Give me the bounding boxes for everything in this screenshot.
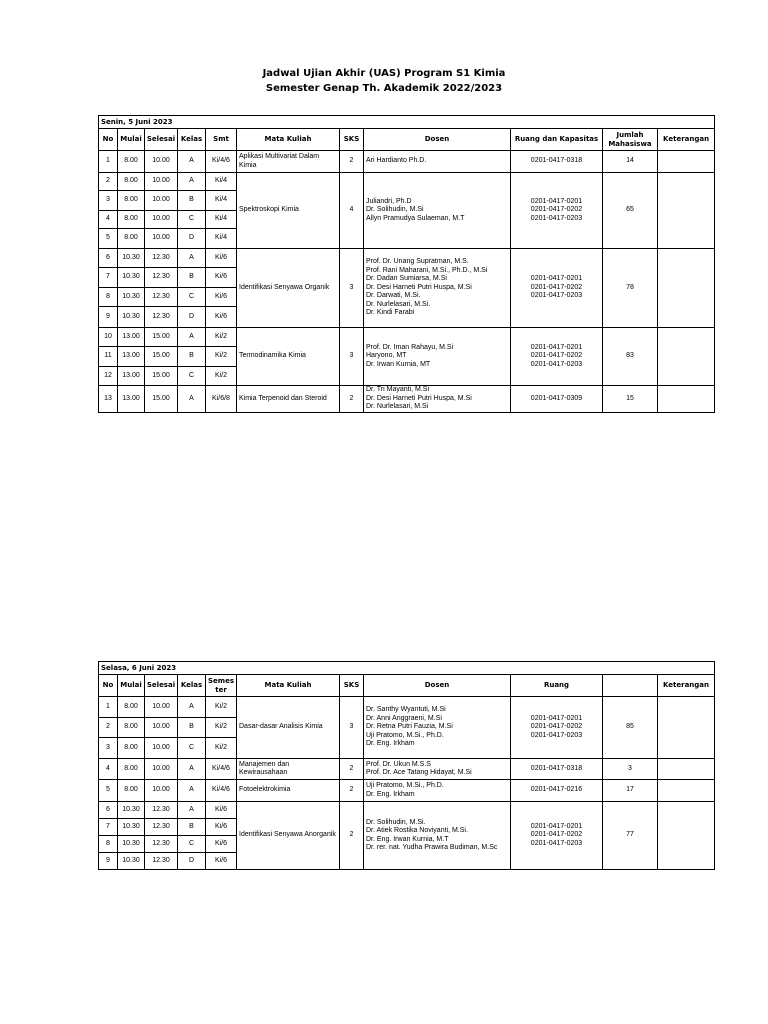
row-no: 5 [99, 780, 118, 802]
header-ruang: Ruang dan Kapasitas [511, 129, 603, 151]
row-selesai: 10.00 [145, 191, 178, 211]
table-row [99, 697, 715, 718]
header-kelas: Kelas [178, 129, 206, 151]
row-selesai: 12.30 [145, 307, 178, 328]
lecturer-name: Dr. Nurlelasari, M.Si. [366, 300, 431, 308]
row-mulai: 10.30 [118, 836, 145, 853]
row-kelas: B [178, 191, 206, 211]
row-no: 1 [99, 151, 118, 173]
header-keterangan: Keterangan [658, 675, 715, 697]
row-no: 6 [99, 249, 118, 268]
row-mulai: 10.30 [118, 307, 145, 328]
room-code: 0201-0417-0202 [530, 352, 583, 360]
table-row [99, 328, 715, 347]
course-student-count: 77 [603, 802, 658, 870]
course-rooms [511, 386, 603, 413]
table-row [99, 802, 715, 819]
row-kelas: A [178, 802, 206, 819]
row-selesai: 12.30 [145, 819, 178, 836]
header-no: No [99, 129, 118, 151]
header-selesai: Selesai [145, 129, 178, 151]
lecturer-name: Dr. Anni Anggraeni, M.Si [366, 714, 442, 722]
room-code: 0201-0417-0318 [530, 764, 583, 772]
row-selesai: 15.00 [145, 367, 178, 386]
row-selesai: 12.30 [145, 836, 178, 853]
row-no: 11 [99, 347, 118, 367]
row-mulai: 10.30 [118, 853, 145, 870]
row-semester: Ki/6 [206, 288, 237, 307]
row-semester: Ki/6 [206, 249, 237, 268]
course-student-count: 65 [603, 173, 658, 249]
lecturer-name: Dr. Nurlelasari, M.Si [366, 403, 429, 410]
header-jumlah [603, 675, 658, 697]
row-kelas: D [178, 229, 206, 249]
row-selesai: 15.00 [145, 347, 178, 367]
course-name-text: Manajemen dan Kewirausahaan [239, 760, 290, 776]
course-name-text: Spektroskopi Kimia [239, 206, 299, 214]
header-row [99, 129, 715, 151]
lecturer-name: Prof. Dr. Iman Rahayu, M.Si [366, 343, 454, 351]
row-kelas: C [178, 836, 206, 853]
lecturer-name: Dr. Darwati, M.Si. [366, 292, 421, 300]
row-mulai: 10.30 [118, 802, 145, 819]
row-semester: Ki/2 [206, 697, 237, 718]
row-selesai: 12.30 [145, 853, 178, 870]
row-semester: Ki/4 [206, 211, 237, 229]
course-student-count: 14 [603, 151, 658, 173]
room-code: 0201-0417-0202 [530, 723, 583, 731]
row-semester: Ki/2 [206, 347, 237, 367]
lecturer-name: Prof. Dr. Unang Supratman, M.S. [366, 258, 469, 266]
course-name [237, 173, 340, 249]
row-semester: Ki/6 [206, 307, 237, 328]
course-rooms [511, 759, 603, 780]
row-mulai: 13.00 [118, 347, 145, 367]
lecturer-name: Dr. Retna Putri Fauzia, M.Si [366, 723, 453, 731]
row-semester: Ki/4 [206, 173, 237, 191]
room-code: 0201-0417-0201 [530, 822, 583, 830]
course-student-count: 78 [603, 249, 658, 328]
row-no: 9 [99, 853, 118, 870]
course-notes [658, 780, 715, 802]
lecturer-name: Juliandri, Ph.D [366, 197, 412, 205]
row-kelas: A [178, 780, 206, 802]
room-code: 0201-0417-0201 [530, 197, 583, 205]
room-code: 0201-0417-0216 [530, 786, 583, 794]
room-code: 0201-0417-0203 [530, 360, 583, 368]
course-sks: 2 [340, 759, 364, 780]
lecturer-name: Dr. Eng. Irkham [366, 740, 415, 748]
row-selesai: 12.30 [145, 288, 178, 307]
row-kelas: C [178, 288, 206, 307]
row-semester: Ki/4/6 [206, 780, 237, 802]
row-mulai: 10.30 [118, 268, 145, 288]
room-code: 0201-0417-0309 [530, 394, 583, 402]
row-kelas: D [178, 307, 206, 328]
row-selesai: 15.00 [145, 386, 178, 413]
header-ruang: Ruang [511, 675, 603, 697]
course-rooms [511, 802, 603, 870]
row-mulai: 10.30 [118, 819, 145, 836]
row-selesai: 10.00 [145, 173, 178, 191]
course-name-text: Termodinamika Kimia [239, 352, 306, 360]
course-name-text: Dasar-dasar Analisis Kimia [239, 723, 323, 731]
course-sks: 2 [340, 386, 364, 413]
course-rooms [511, 151, 603, 173]
row-no: 2 [99, 718, 118, 738]
room-code: 0201-0417-0203 [530, 214, 583, 222]
course-name-text: Fotoelektrokimia [239, 786, 291, 794]
title-line-1: Jadwal Ujian Akhir (UAS) Program S1 Kimia [262, 68, 506, 79]
room-code: 0201-0417-0201 [530, 343, 583, 351]
row-no: 6 [99, 802, 118, 819]
course-sks: 2 [340, 151, 364, 173]
course-name [237, 780, 340, 802]
course-lecturers [364, 780, 511, 802]
course-sks: 3 [340, 697, 364, 759]
course-lecturers [364, 759, 511, 780]
row-kelas: C [178, 211, 206, 229]
course-lecturers [364, 249, 511, 328]
row-mulai: 10.30 [118, 288, 145, 307]
row-semester: Ki/6 [206, 802, 237, 819]
course-notes [658, 386, 715, 413]
row-kelas: A [178, 386, 206, 413]
row-semester: Ki/6 [206, 853, 237, 870]
row-kelas: A [178, 249, 206, 268]
row-selesai: 10.00 [145, 211, 178, 229]
row-mulai: 8.00 [118, 718, 145, 738]
row-semester: Ki/6 [206, 836, 237, 853]
course-rooms [511, 173, 603, 249]
row-kelas: B [178, 347, 206, 367]
row-selesai: 10.00 [145, 229, 178, 249]
lecturer-name: Dr. Atiek Rostika Noviyanti, M.Si. [366, 827, 468, 834]
course-rooms [511, 697, 603, 759]
lecturer-name: Dr. Dadan Sumiarsa, M.Si [366, 275, 447, 283]
course-notes [658, 328, 715, 386]
header-keterangan: Keterangan [658, 129, 715, 151]
lecturer-name: Prof. Dr. Ace Tatang Hidayat, M.Si [366, 769, 472, 776]
row-no: 3 [99, 738, 118, 759]
row-no: 10 [99, 328, 118, 347]
table-row [99, 249, 715, 268]
course-sks: 4 [340, 173, 364, 249]
lecturer-name: Uji Pratomo, M.Si., Ph.D. [366, 731, 444, 739]
room-code: 0201-0417-0202 [530, 831, 583, 839]
row-no: 8 [99, 836, 118, 853]
course-name-text: Aplikasi Multivariat Dalam Kimia [239, 153, 320, 169]
header-kelas: Kelas [178, 675, 206, 697]
course-name [237, 328, 340, 386]
row-semester: Ki/2 [206, 367, 237, 386]
row-semester: Ki/2 [206, 718, 237, 738]
room-code: 0201-0417-0201 [530, 275, 583, 283]
header-mulai: Mulai [118, 129, 145, 151]
header-semester: Semester [206, 675, 237, 697]
row-selesai: 12.30 [145, 802, 178, 819]
course-notes [658, 697, 715, 759]
row-mulai: 8.00 [118, 191, 145, 211]
lecturer-name: Dr. rer. nat. Yudha Prawira Budiman, M.Sc [366, 844, 498, 851]
lecturer-name: Prof. Dr. Ukun M.S.S [366, 760, 431, 768]
row-selesai: 10.00 [145, 738, 178, 759]
row-no: 7 [99, 819, 118, 836]
row-mulai: 8.00 [118, 151, 145, 173]
course-sks: 3 [340, 249, 364, 328]
course-name [237, 249, 340, 328]
row-selesai: 12.30 [145, 249, 178, 268]
row-no: 13 [99, 386, 118, 413]
course-sks: 2 [340, 802, 364, 870]
lecturer-name: Dr. Tri Mayanti, M.Si [366, 386, 430, 393]
course-student-count: 83 [603, 328, 658, 386]
header-sks: SKS [340, 129, 364, 151]
course-rooms [511, 328, 603, 386]
row-no: 8 [99, 288, 118, 307]
lecturer-name: Dr. Kindi Farabi [366, 309, 415, 317]
row-no: 9 [99, 307, 118, 328]
header-sks: SKS [340, 675, 364, 697]
row-no: 7 [99, 268, 118, 288]
course-notes [658, 802, 715, 870]
course-lecturers [364, 151, 511, 173]
course-sks: 2 [340, 780, 364, 802]
course-name [237, 151, 340, 173]
course-notes [658, 151, 715, 173]
row-semester: Ki/4 [206, 191, 237, 211]
row-selesai: 10.00 [145, 151, 178, 173]
course-rooms [511, 249, 603, 328]
course-name [237, 759, 340, 780]
schedule-table-monday [98, 115, 715, 413]
header-mulai: Mulai [118, 675, 145, 697]
course-notes [658, 759, 715, 780]
row-mulai: 13.00 [118, 328, 145, 347]
row-kelas: A [178, 173, 206, 191]
schedule-table-tuesday [98, 661, 715, 870]
row-no: 3 [99, 191, 118, 211]
course-lecturers [364, 386, 511, 413]
lecturer-name: Dr. Santhy Wyantuti, M.Si [366, 706, 446, 714]
header-selesai: Selesai [145, 675, 178, 697]
row-no: 5 [99, 229, 118, 249]
row-selesai: 15.00 [145, 328, 178, 347]
row-no: 4 [99, 759, 118, 780]
lecturer-name: Dr. Desi Harneti Putri Huspa, M.Si [366, 394, 472, 402]
table-row [99, 780, 715, 802]
row-mulai: 8.00 [118, 697, 145, 718]
room-code: 0201-0417-0202 [530, 283, 583, 291]
lecturer-name: Dr. Eng. Irkham [366, 790, 415, 798]
row-kelas: B [178, 819, 206, 836]
room-code: 0201-0417-0203 [530, 839, 583, 847]
row-selesai: 12.30 [145, 268, 178, 288]
row-semester: Ki/4/6 [206, 151, 237, 173]
header-mata-kuliah: Mata Kuliah [237, 675, 340, 697]
row-mulai: 8.00 [118, 211, 145, 229]
row-mulai: 8.00 [118, 759, 145, 780]
room-code: 0201-0417-0202 [530, 206, 583, 214]
row-semester: Ki/4 [206, 229, 237, 249]
course-lecturers [364, 802, 511, 870]
lecturer-name: Dr. Irwan Kurnia, MT [366, 360, 431, 368]
lecturer-name: Dr. Solihudin, M.Si [366, 206, 424, 214]
room-code: 0201-0417-0318 [530, 157, 583, 165]
row-selesai: 10.00 [145, 718, 178, 738]
row-semester: Ki/2 [206, 328, 237, 347]
row-kelas: A [178, 697, 206, 718]
row-selesai: 10.00 [145, 697, 178, 718]
header-dosen: Dosen [364, 675, 511, 697]
course-lecturers [364, 173, 511, 249]
title-line-2: Semester Genap Th. Akademik 2022/2023 [265, 83, 503, 94]
lecturer-name: Ari Hardianto Ph.D. [366, 157, 427, 165]
table-row [99, 386, 715, 413]
course-lecturers [364, 328, 511, 386]
lecturer-name: Prof. Rani Maharani, M.Si., Ph.D., M.Si [366, 266, 488, 274]
row-kelas: D [178, 853, 206, 870]
course-name [237, 802, 340, 870]
header-row [99, 675, 715, 697]
row-no: 2 [99, 173, 118, 191]
table-row [99, 759, 715, 780]
header-mata-kuliah: Mata Kuliah [237, 129, 340, 151]
header-no: No [99, 675, 118, 697]
lecturer-name: Dr. Eng. Irwan Kurnia, M.T [366, 835, 449, 843]
lecturer-name: Haryono, MT [366, 352, 407, 360]
row-selesai: 10.00 [145, 780, 178, 802]
course-name-text: Identifikasi Senyawa Anorganik [239, 831, 336, 839]
lecturer-name: Dr. Desi Harneti Putri Huspa, M.Si [366, 283, 472, 291]
row-no: 4 [99, 211, 118, 229]
table-row [99, 151, 715, 173]
lecturer-name: Uji Pratomo, M.Si., Ph.D. [366, 782, 444, 789]
row-kelas: C [178, 738, 206, 759]
course-student-count: 3 [603, 759, 658, 780]
row-no: 1 [99, 697, 118, 718]
lecturer-name: Dr. Solihudin, M.Si. [366, 818, 426, 826]
course-rooms [511, 780, 603, 802]
room-code: 0201-0417-0201 [530, 714, 583, 722]
day-label: Senin, 5 Juni 2023 [99, 116, 715, 129]
row-kelas: B [178, 718, 206, 738]
row-kelas: B [178, 268, 206, 288]
row-semester: Ki/4/6 [206, 759, 237, 780]
row-selesai: 10.00 [145, 759, 178, 780]
course-sks: 3 [340, 328, 364, 386]
row-semester: Ki/2 [206, 738, 237, 759]
row-kelas: C [178, 367, 206, 386]
course-student-count: 15 [603, 386, 658, 413]
row-mulai: 10.30 [118, 249, 145, 268]
document-title [0, 66, 768, 96]
row-mulai: 13.00 [118, 386, 145, 413]
row-mulai: 8.00 [118, 173, 145, 191]
course-notes [658, 249, 715, 328]
row-semester: Ki/6 [206, 819, 237, 836]
header-dosen: Dosen [364, 129, 511, 151]
course-name [237, 386, 340, 413]
row-mulai: 8.00 [118, 738, 145, 759]
row-semester: Ki/6/8 [206, 386, 237, 413]
header-jumlah: Jumlah Mahasiswa [603, 129, 658, 151]
row-no: 12 [99, 367, 118, 386]
room-code: 0201-0417-0203 [530, 731, 583, 739]
row-mulai: 8.00 [118, 780, 145, 802]
course-notes [658, 173, 715, 249]
row-mulai: 8.00 [118, 229, 145, 249]
course-name-text: Identifikasi Senyawa Organik [239, 283, 330, 291]
row-kelas: A [178, 151, 206, 173]
table-row [99, 173, 715, 191]
course-student-count: 17 [603, 780, 658, 802]
room-code: 0201-0417-0203 [530, 292, 583, 300]
course-lecturers [364, 697, 511, 759]
course-name [237, 697, 340, 759]
row-kelas: A [178, 328, 206, 347]
header-smt: Smt [206, 129, 237, 151]
course-student-count: 85 [603, 697, 658, 759]
lecturer-name: Allyn Pramudya Sulaeman, M.T [366, 214, 465, 222]
day-label: Selasa, 6 Juni 2023 [99, 662, 715, 675]
row-mulai: 13.00 [118, 367, 145, 386]
course-name-text: Kimia Terpenoid dan Steroid [239, 394, 327, 402]
row-semester: Ki/6 [206, 268, 237, 288]
row-kelas: A [178, 759, 206, 780]
